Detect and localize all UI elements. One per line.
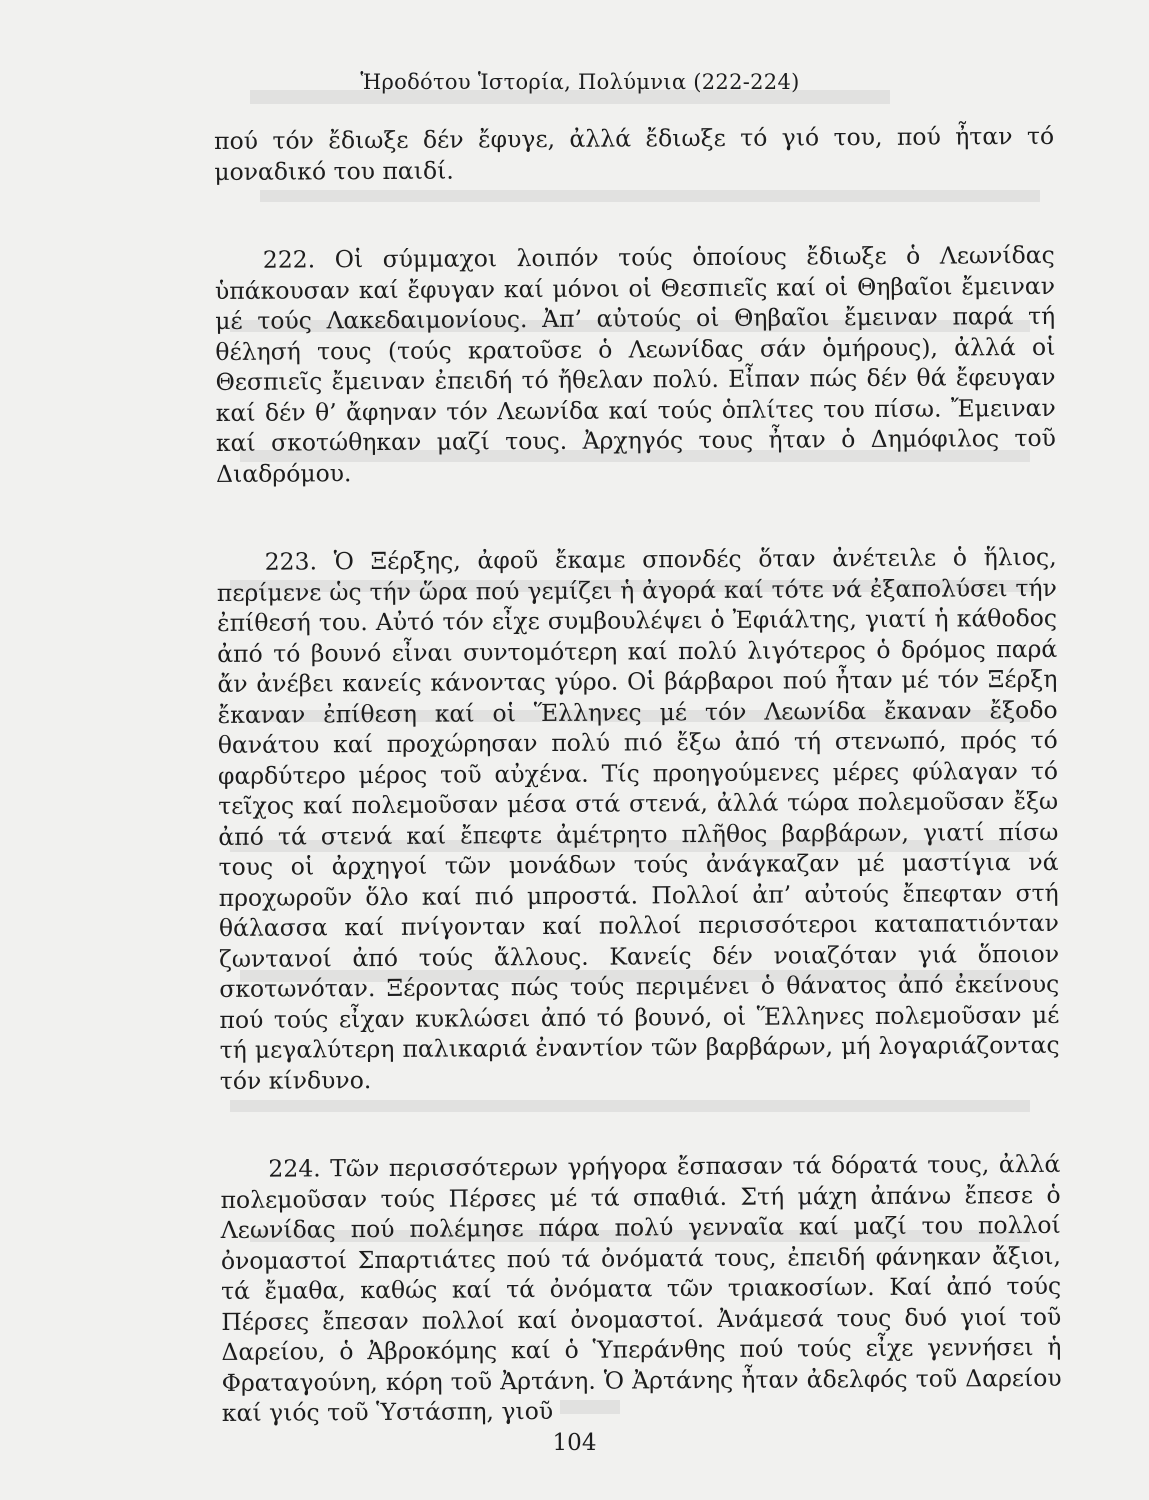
paragraph-text: Οἱ σύμμαχοι λοιπόν τούς ὁποίους ἔδιωξε ὁ Λεωνίδας ὑπάκουσαν καί ἔφυγαν καί μόνοι οἱ Θεσπιεῖς καί οἱ Θηβαῖοι ἔμειναν μέ τούς Λακεδαιμονίους. Ἀπ’ αὐτούς οἱ Θηβαῖοι ἔμειναν παρά τή θέλησή τους (τούς κρατοῦσε ὁ Λεωνίδας σάν ὁμήρους), ἀλλά οἱ Θεσπιεῖς ἔμειναν ἐπειδή τό ἤθελαν πολύ. Εἶπαν πώς δέν θά ἔφευγαν καί δέν θ’ ἄφηναν τόν Λεωνίδα καί τούς ὁπλίτες του πίσω. Ἔμειναν καί σκοτώθηκαν μαζί τους. Ἀρχηγός τους ἦταν ὁ Δημόφιλος τοῦ Διαδρόμου. [214,240,1057,488]
paragraph-text: Τῶν περισσότερων γρήγορα ἔσπασαν τά δόρατά τους, ἀλλά πολεμοῦσαν τούς Πέρσες μέ τά σπαθιά. Στή μάχη ἀπάνω ἔπεσε ὁ Λεωνίδας πού πολέμησε πάρα πολύ γενναῖα καί μαζί του πολλοί ὀνομαστοί Σπαρτιάτες πού τά ὀνόματά τους, ἐπειδή φάνηκαν ἄξιοι, τά ἔμαθα, καθώς καί τά ὀνόματα τῶν τριακοσίων. Καί ἀπό τούς Πέρσες ἔπεσαν πολλοί καί ὀνομαστοί. Ἀνάμεσά τους δυό γιοί τοῦ Δαρείου, ὁ Ἀβροκόμης καί ὁ Ὑπεράνθης πού τούς εἶχε γεννήσει ἡ Φραταγούνη, κόρη τοῦ Ἀρτάνη. Ὁ Ἀρτάνης ἦταν ἀδελφός τοῦ Δαρείου καί γιός τοῦ Ὑστάσπη, γιοῦ [220,1149,1062,1427]
section-number: 222. [262,245,316,274]
paragraph-gap [216,484,1056,547]
paragraph-continuation [214,121,1054,187]
body-text [214,121,1062,1429]
section-number: 223. [264,547,318,576]
paragraph-text: Ὁ Ξέρξης, ἀφοῦ ἔκαμε σπονδές ὅταν ἀνέτειλε ὁ ἥλιος, περίμενε ὡς τήν ὥρα πού γεμίζει ἡ ἀγορά καί τότε νά ἐξαπολύσει τήν ἐπίθεσή του. Αὐτό τόν εἶχε συμβουλέψει ὁ Ἐφιάλτης, γιατί ἡ κάθοδος ἀπό τό βουνό εἶναι συντομότερη καί πολύ λιγότερος ὁ δρόμος παρά ἄν ἀνέβει κανείς κάνοντας γύρο. Οἱ βάρβαροι πού ἦταν μέ τόν Ξέρξη ἔκαναν ἐπίθεση καί οἱ Ἕλληνες μέ τόν Λεωνίδα ἔκαναν ἔξοδο θανάτου καί προχώρησαν πολύ πιό ἔξω ἀπό τή στενωπό, πρός τό φαρδύτερο μέρος τοῦ αὐχένα. Τίς προηγούμενες μέρες φύλαγαν τό τεῖχος καί πολεμοῦσαν μέσα στά στενά, ἀλλά τώρα πολεμοῦσαν ἔξω ἀπό τά στενά καί ἔπεφτε ἀμέτρητο πλῆθος βαρβάρων, γιατί πίσω τους οἱ ἀρχηγοί τῶν μονάδων τούς ἀνάγκαζαν μέ μαστίγια νά προχωροῦν ὅλο καί πιό μπροστά. Πολλοί ἀπ’ αὐτούς ἔπεφταν στή θάλασσα καί πνίγονταν καί πολλοί περισσότεροι καταπατιόνταν ζωντανοί ἀπό τούς ἄλλους. Κανείς δέν νοιαζόταν γιά ὅποιον σκοτωνόταν. Ξέροντας πώς τούς περιμένει ὁ θάνατος ἀπό ἐκείνους πού τούς εἶχαν κυκλώσει ἀπό τό βουνό, οἱ Ἕλληνες πολεμοῦσαν μέ τή μεγαλύτερη παλικαριά ἐναντίον τῶν βαρβάρων, μή λογαριάζοντας τόν κίνδυνο. [216,542,1060,1095]
paragraph-224 [220,1149,1062,1429]
paragraph-gap [220,1091,1060,1154]
paragraph-text: πού τόν ἔδιωξε δέν ἔφυγε, ἀλλά ἔδιωξε τό γιό του, πού ἦταν τό μοναδικό του παιδί. [214,121,1055,186]
paragraph-222 [215,240,1056,489]
paragraph-gap [214,182,1054,245]
section-number: 224. [268,1154,321,1183]
paragraph-223 [217,542,1060,1096]
running-header: Ἡροδότου Ἱστορία, Πολύμνια (222-224) [360,70,800,94]
page-number: 104 [552,1430,597,1456]
